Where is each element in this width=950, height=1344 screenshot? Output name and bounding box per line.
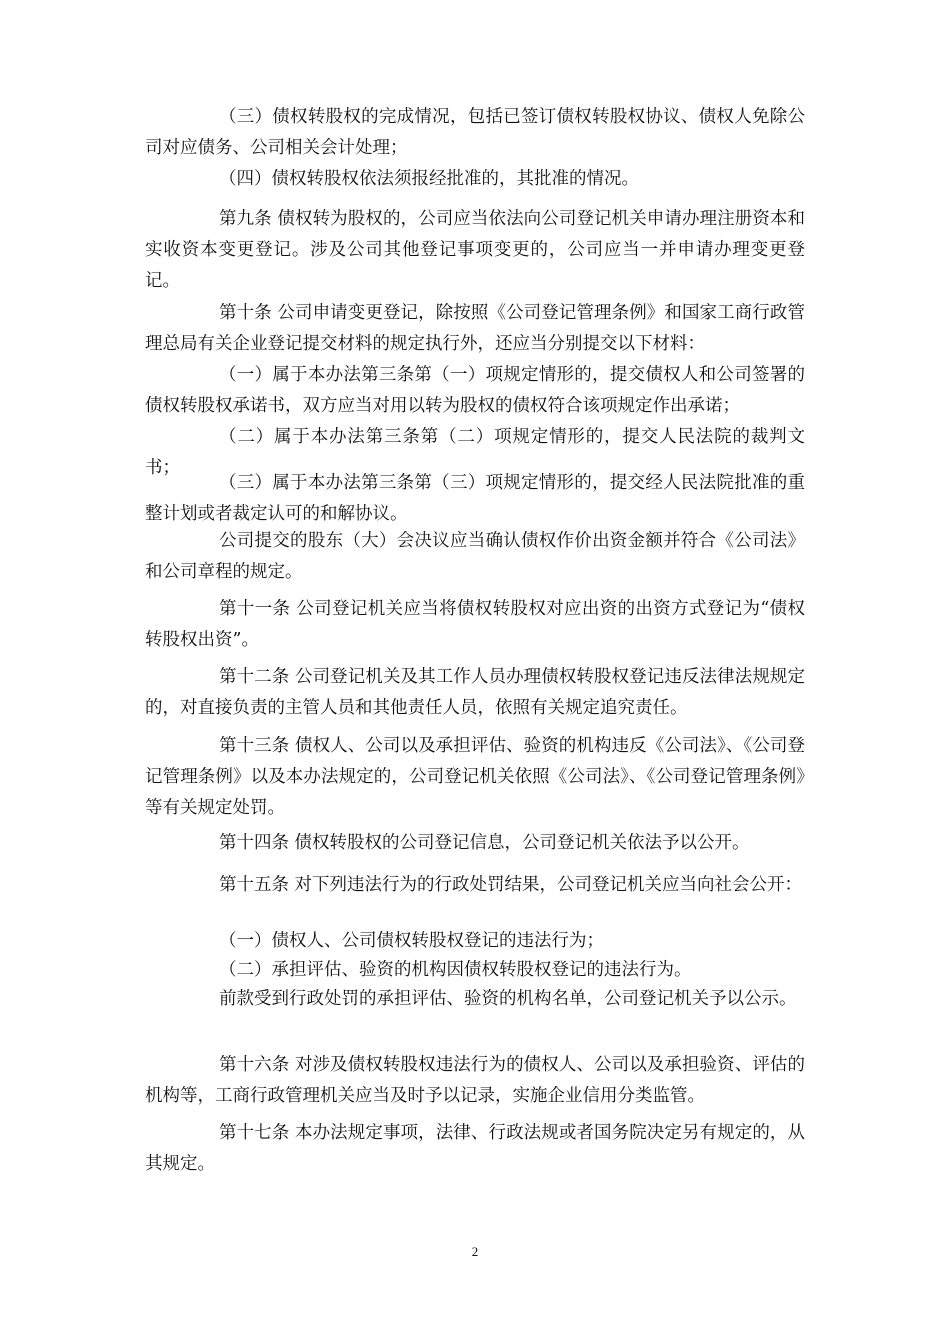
paragraph-item-3-completion: （三）债权转股权的完成情况，包括已签订债权转股权协议、债权人免除公司对应债务、公司相关会计处理； [145, 107, 805, 158]
publication-paragraph: 前款受到行政处罚的承担评估、验资的机构名单，公司登记机关予以公示。 [219, 989, 797, 1009]
article-15: 第十五条 对下列违法行为的行政处罚结果，公司登记机关应当向社会公开： [219, 875, 803, 895]
article-13: 第十三条 债权人、公司以及承担评估、验资的机构违反《公司法》、《公司登记管理条例》以及本办法规定的，公司登记机关依照《公司法》、《公司登记管理条例》等有关规定处罚。 [145, 736, 805, 818]
article-9: 第九条 债权转为股权的，公司应当依法向公司登记机关申请办理注册资本和实收资本变更登记。涉及公司其他登记事项变更的，公司应当一并申请办理变更登记。 [145, 209, 805, 291]
article-10-item-3: （三）属于本办法第三条第（三）项规定情形的，提交经人民法院批准的重整计划或者裁定认可的和解协议。 [145, 473, 805, 524]
article-17: 第十七条 本办法规定事项，法律、行政法规或者国务院决定另有规定的，从其规定。 [145, 1123, 805, 1174]
article-15-item-1: （一）债权人、公司债权转股权登记的违法行为； [219, 931, 604, 951]
shareholder-resolution-paragraph: 公司提交的股东（大）会决议应当确认债权作价出资金额并符合《公司法》和公司章程的规定。 [145, 531, 805, 582]
article-10-item-1: （一）属于本办法第三条第（一）项规定情形的，提交债权人和公司签署的债权转股权承诺书，双方应当对用以转为股权的债权符合该项规定作出承诺； [145, 365, 805, 416]
article-10-item-2: （二）属于本办法第三条第（二）项规定情形的，提交人民法院的裁判文书； [145, 427, 805, 478]
article-10: 第十条 公司申请变更登记，除按照《公司登记管理条例》和国家工商行政管理总局有关企业登记提交材料的规定执行外，还应当分别提交以下材料： [145, 303, 805, 354]
article-12: 第十二条 公司登记机关及其工作人员办理债权转股权登记违反法律法规规定的，对直接负责的主管人员和其他责任人员，依照有关规定追究责任。 [145, 667, 805, 718]
article-14: 第十四条 债权转股权的公司登记信息，公司登记机关依法予以公开。 [219, 833, 750, 853]
article-11: 第十一条 公司登记机关应当将债权转股权对应出资的出资方式登记为“债权转股权出资”。 [145, 599, 805, 650]
article-16: 第十六条 对涉及债权转股权违法行为的债权人、公司以及承担验资、评估的机构等，工商行政管理机关应当及时予以记录，实施企业信用分类监管。 [145, 1055, 805, 1106]
page-number: 2 [471, 1244, 479, 1259]
paragraph-item-4-approval: （四）债权转股权依法须报经批准的，其批准的情况。 [219, 169, 639, 189]
article-15-item-2: （二）承担评估、验资的机构因债权转股权登记的违法行为。 [219, 960, 692, 980]
